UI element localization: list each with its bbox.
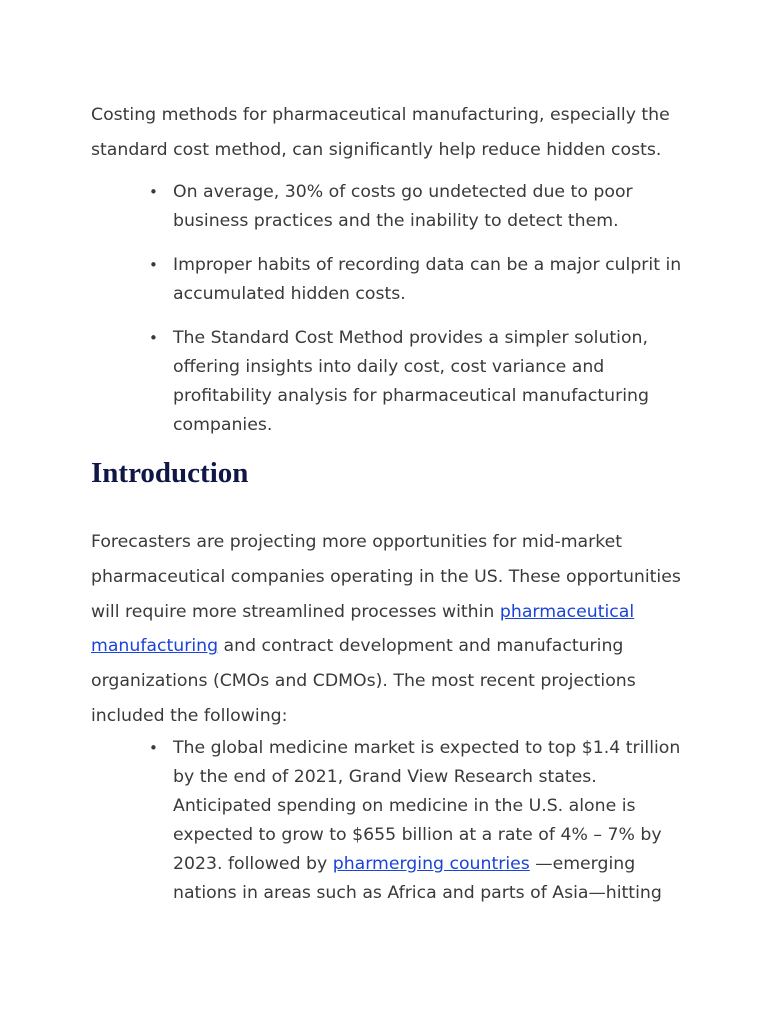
bullet-text: Improper habits of recording data can be a major culprit in accumulated hidden costs. [173, 255, 682, 304]
article-content [91, 98, 691, 908]
projections-bullet-list [91, 734, 691, 908]
paragraph-text: Forecasters are projecting more opportunities for mid-market pharmaceutical companies operating in the US. These opportunities will require more streamlined processes within [91, 532, 681, 622]
pharmerging-countries-link[interactable]: pharmerging countries [332, 853, 530, 874]
section-heading-introduction: Introduction [91, 457, 249, 489]
paragraph-text: and contract development and manufacturing organizations (CMOs and CDMOs). The most recent projections included the following: [91, 636, 636, 726]
introduction-paragraph [91, 525, 691, 734]
bullet-icon: • [149, 329, 158, 347]
bullet-text: The Standard Cost Method provides a simpler solution, offering insights into daily cost, cost variance and profitability analysis for pharmaceutical manufacturing companies. [173, 328, 649, 435]
bullet-text: The global medicine market is expected to top $1.4 trillion by the end of 2021, Grand View Research states. Anticipated spending on medicine in the U.S. alone is expected to grow to $655 billion at a rate of 4% – 7% by 2023. followed by [173, 737, 681, 874]
bullet-text: —emerging nations in areas such as Africa and parts of Asia—hitting [173, 853, 662, 903]
bullet-icon: • [149, 183, 158, 201]
list-item [91, 251, 691, 309]
bullet-icon: • [149, 738, 158, 757]
list-item [91, 324, 691, 440]
summary-bullet-list [91, 178, 691, 440]
pharmaceutical-manufacturing-link[interactable]: pharmaceutical manufacturing [91, 601, 635, 657]
bullet-text: On average, 30% of costs go undetected due to poor business practices and the inability to detect them. [173, 182, 633, 231]
bullet-icon: • [149, 256, 158, 274]
list-item [91, 734, 691, 908]
summary-intro: Costing methods for pharmaceutical manufacturing, especially the standard cost method, can significantly help reduce hidden costs. [91, 105, 670, 160]
list-item [91, 178, 691, 236]
